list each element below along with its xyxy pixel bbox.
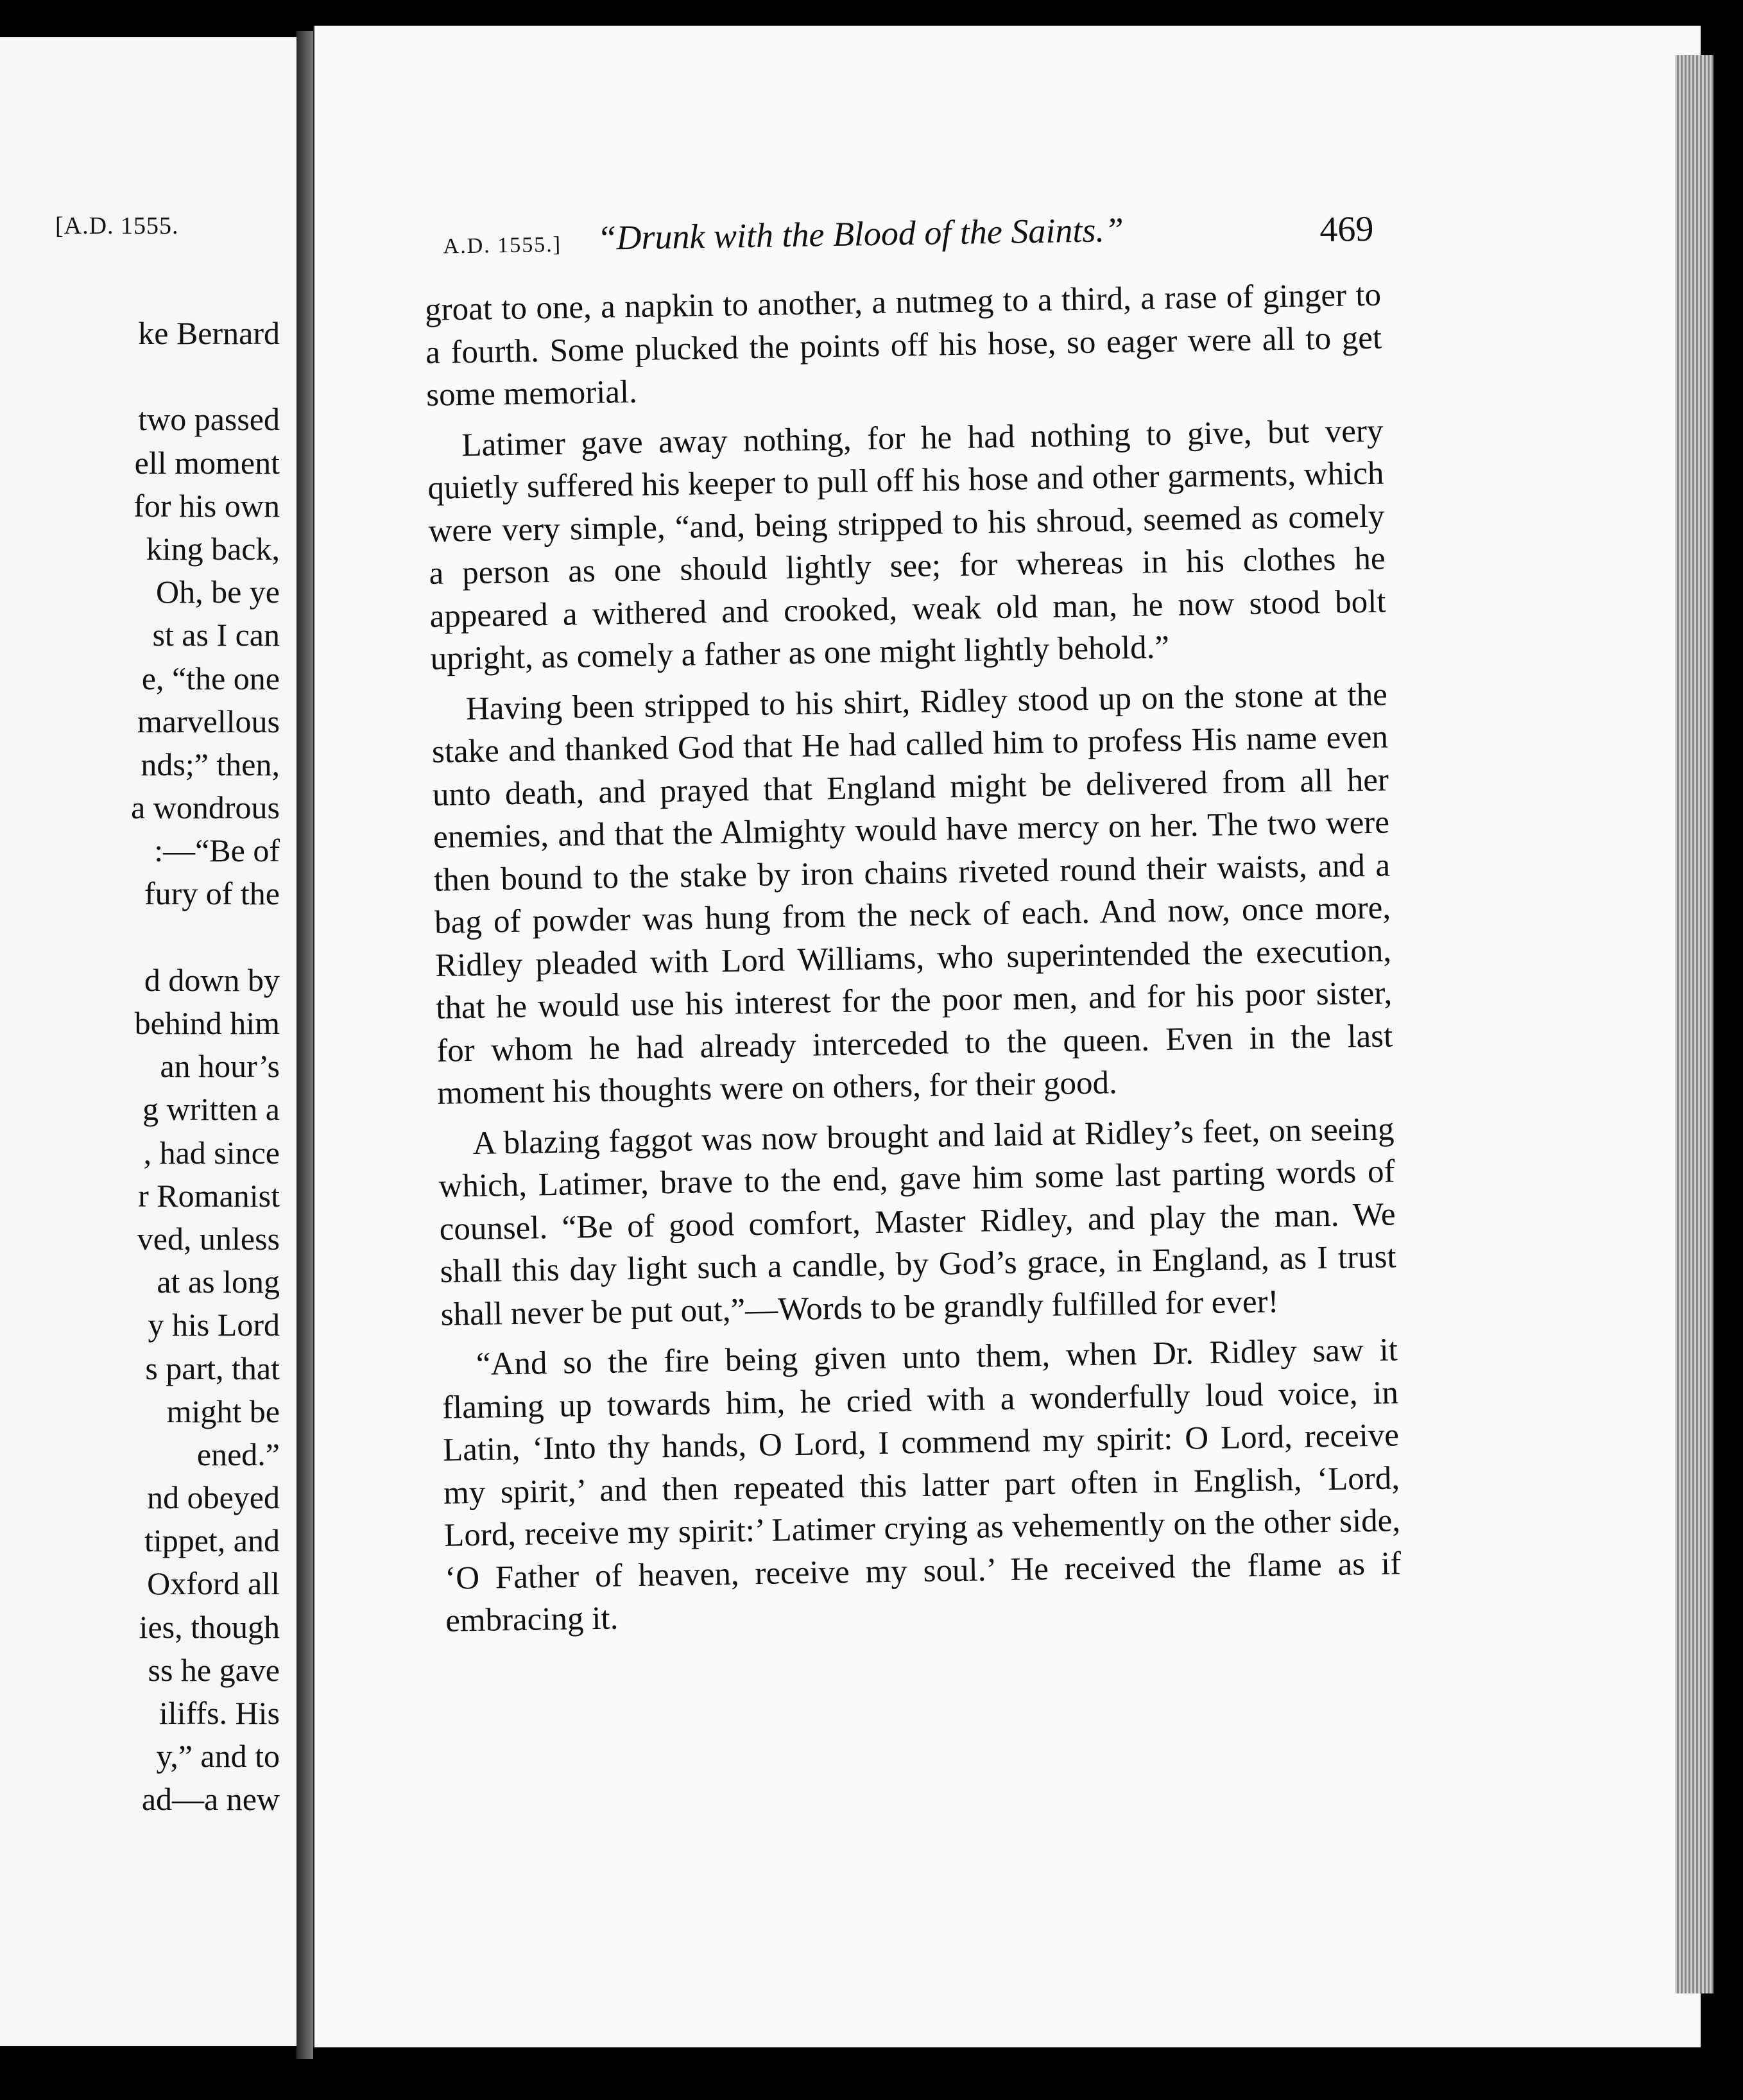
left-page-text — [0, 312, 280, 1821]
paragraph: groat to one, a napkin to another, a nutmeg to a third, a rase of ginger to a fourth. Some plucked the points off his hose, so eager were all to get some memorial. — [424, 277, 1382, 413]
left-line-fragment: Oxford all — [147, 1565, 280, 1602]
running-head — [424, 206, 1381, 298]
previous-page — [0, 37, 298, 2046]
left-line-fragment: nd obeyed — [147, 1479, 280, 1516]
left-line-fragment: r Romanist — [138, 1177, 280, 1214]
body-text — [425, 274, 1402, 1643]
left-line-fragment: :—“Be of — [154, 832, 280, 869]
running-head-title: “Drunk with the Blood of the Saints.” — [596, 210, 1124, 257]
left-line-fragment: tippet, and — [144, 1522, 280, 1559]
page-edges — [1675, 55, 1713, 1993]
left-line-fragment: fury of the — [144, 875, 280, 912]
left-line-fragment: ened.” — [196, 1436, 280, 1472]
left-line-fragment: s part, that — [145, 1350, 280, 1386]
left-line-fragment: Oh, be ye — [156, 574, 280, 610]
left-running-head: [A.D. 1555. — [55, 212, 179, 239]
running-head-year: A.D. 1555.] — [443, 232, 562, 259]
left-line-gap — [0, 916, 280, 959]
left-line-fragment: behind him — [134, 1005, 280, 1041]
page-number: 469 — [1319, 209, 1374, 250]
left-line-fragment: y,” and to — [156, 1738, 280, 1775]
left-line-fragment: two passed — [138, 401, 280, 438]
left-line-fragment: ell moment — [134, 444, 280, 481]
left-line-fragment: ss he gave — [148, 1651, 280, 1688]
left-line-fragment: ad—a new — [141, 1781, 280, 1818]
paragraph: “And so the fire being given unto them, when Dr. Ridley saw it flaming up towards him, he cried with a wonderfully loud voice, in Latin, ‘Into thy hands, O Lord, I commend my spirit: O Lord, receive my spirit,’ and then repeated this latter part often in English, ‘Lord, Lord, receive my spirit:’ Latimer crying as vehemently on the other side, ‘O Father of heaven, receive my soul.’ He received the flame as if embracing it. — [442, 1332, 1402, 1639]
left-line-fragment: iliffs. His — [159, 1695, 280, 1731]
book-gutter — [296, 31, 313, 2059]
left-line-fragment: at as long — [157, 1264, 280, 1300]
left-line-fragment: , had since — [143, 1134, 280, 1171]
left-line-fragment: ved, unless — [137, 1220, 280, 1257]
left-line-fragment: an hour’s — [160, 1048, 280, 1085]
paragraph: A blazing faggot was now brought and laid at Ridley’s feet, on seeing which, Latimer, brave to the end, gave him some last parting words of counsel. “Be of good comfort, Master Ridley, and play the man. We shall this day light such a candle, by God’s grace, in England, as I trust shall never be put out,”—Words to be grandly fulfilled for ever! — [438, 1110, 1396, 1333]
left-line-fragment: king back, — [146, 530, 280, 567]
left-line-fragment: for his own — [133, 487, 280, 524]
left-line-fragment: might be — [166, 1393, 280, 1429]
left-line-fragment: nds;” then, — [141, 746, 280, 782]
page-text-block — [424, 206, 1402, 1651]
left-line-fragment: g written a — [142, 1091, 280, 1128]
left-line-gap — [0, 355, 280, 398]
left-line-fragment: y his Lord — [148, 1307, 280, 1343]
left-line-fragment: a wondrous — [131, 789, 280, 826]
left-line-fragment: d down by — [144, 961, 280, 998]
left-line-fragment: ies, though — [139, 1608, 280, 1645]
left-line-fragment: st as I can — [152, 617, 280, 653]
left-line-fragment: e, “the one — [141, 660, 280, 696]
paragraph: Latimer gave away nothing, for he had nothing to give, but very quietly suffered his keeper to pull off his hose and other garments, which were very simple, “and, being stripped to his shroud, seemed as comely a person as one should lightly see; for whereas in his clothes he appeared a withered and crooked, weak old man, he now stood bolt upright, as comely a father as one might lightly behold.” — [427, 413, 1386, 677]
paragraph: Having been stripped to his shirt, Ridley stood up on the stone at the stake and thanked God that He had called him to profess His name even unto death, and prayed that England might be delivered from all her enemies, and that the Almighty would have mercy on her. The two were then bound to the stake by iron chains riveted round their waists, and a bag of powder was hung from the neck of each. And now, once more, Ridley pleaded with Lord Williams, who superintended the execution, that he would use his interest for the poor men, and for his poor sister, for whom he had already interceded to the queen. Even in the last moment his thoughts were on others, for their good. — [431, 676, 1393, 1112]
left-line-fragment: marvellous — [137, 703, 280, 739]
left-line-fragment: ke Bernard — [138, 315, 280, 351]
